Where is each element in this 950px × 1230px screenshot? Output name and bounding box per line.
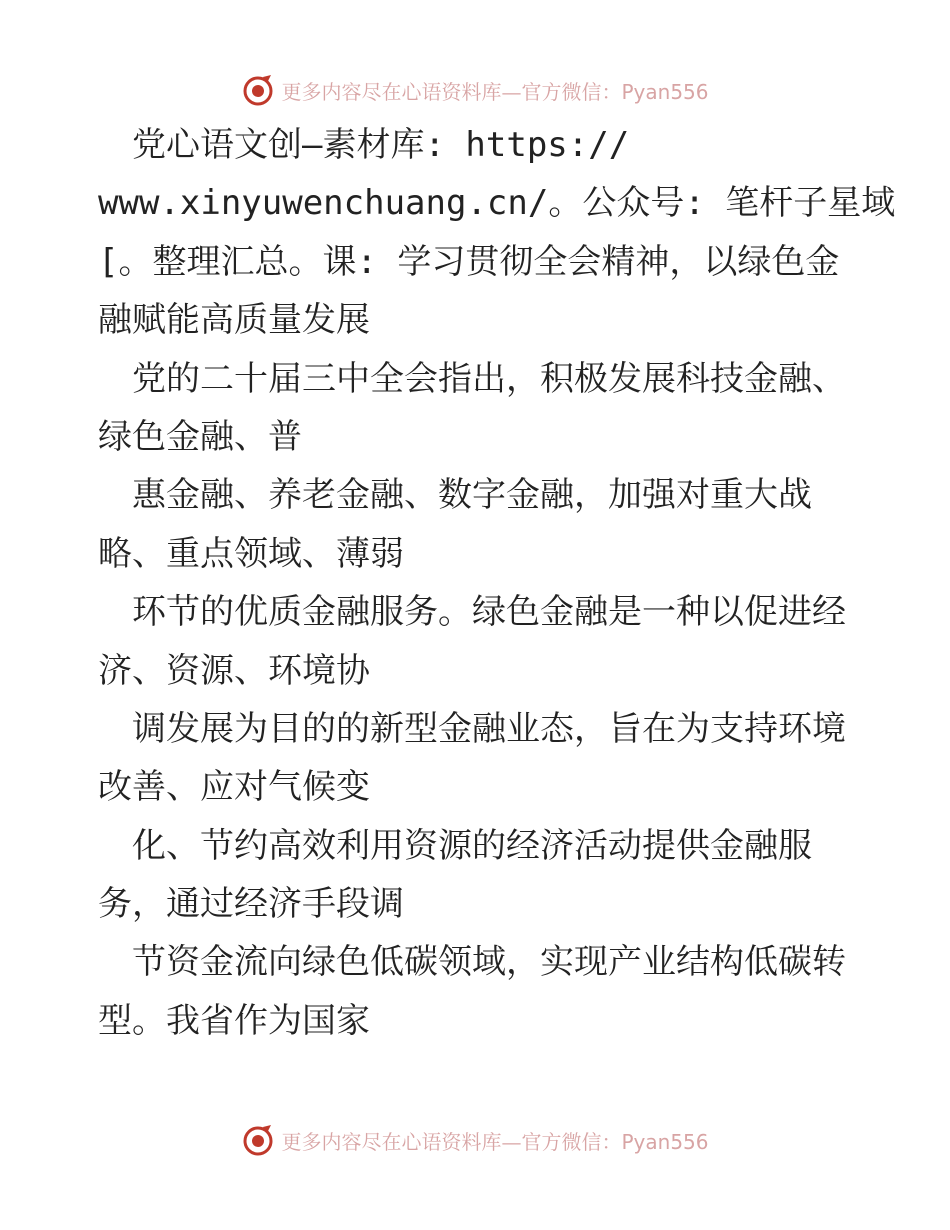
text-line: 节资金流向绿色低碳领域，实现产业结构低碳转 bbox=[98, 942, 846, 983]
text-line: 环节的优质金融服务。绿色金融是一种以促进经 bbox=[98, 592, 846, 633]
footer-watermark bbox=[0, 1120, 950, 1160]
text-line: 调发展为目的的新型金融业态，旨在为支持环境 bbox=[98, 708, 846, 749]
watermark-handle: Pyan556 bbox=[621, 1129, 709, 1154]
text-line: 型。我省作为国家 bbox=[98, 1000, 370, 1041]
watermark-text: 更多内容尽在心语资料库—官方微信：Pyan556 bbox=[281, 1129, 709, 1154]
text-line: www.xinyuwenchuang.cn/。公众号: 笔杆子星域 bbox=[98, 183, 896, 224]
brush-logo-icon bbox=[241, 1123, 275, 1157]
text-line: 略、重点领域、薄弱 bbox=[98, 533, 404, 574]
text-line: [。整理汇总。课: 学习贯彻全会精神，以绿色金 bbox=[98, 241, 840, 282]
brush-logo-icon bbox=[241, 73, 275, 107]
text-line: 党心语文创—素材库: https:// bbox=[98, 125, 630, 165]
text-line: 融赋能高质量发展 bbox=[98, 300, 370, 341]
text-line: 务，通过经济手段调 bbox=[98, 884, 404, 925]
text-line: 济、资源、环境协 bbox=[98, 650, 370, 691]
text-line: 化、节约高效利用资源的经济活动提供金融服 bbox=[98, 825, 812, 866]
text-line: 绿色金融、普 bbox=[98, 416, 302, 457]
header-watermark bbox=[0, 70, 950, 110]
text-line: 党的二十届三中全会指出，积极发展科技金融、 bbox=[98, 358, 846, 399]
text-line: 惠金融、养老金融、数字金融，加强对重大战 bbox=[98, 475, 812, 516]
watermark-text: 更多内容尽在心语资料库—官方微信：Pyan556 bbox=[281, 79, 709, 104]
text-line: 改善、应对气候变 bbox=[98, 767, 370, 808]
watermark-handle: Pyan556 bbox=[621, 79, 709, 104]
document-body bbox=[98, 116, 896, 1050]
